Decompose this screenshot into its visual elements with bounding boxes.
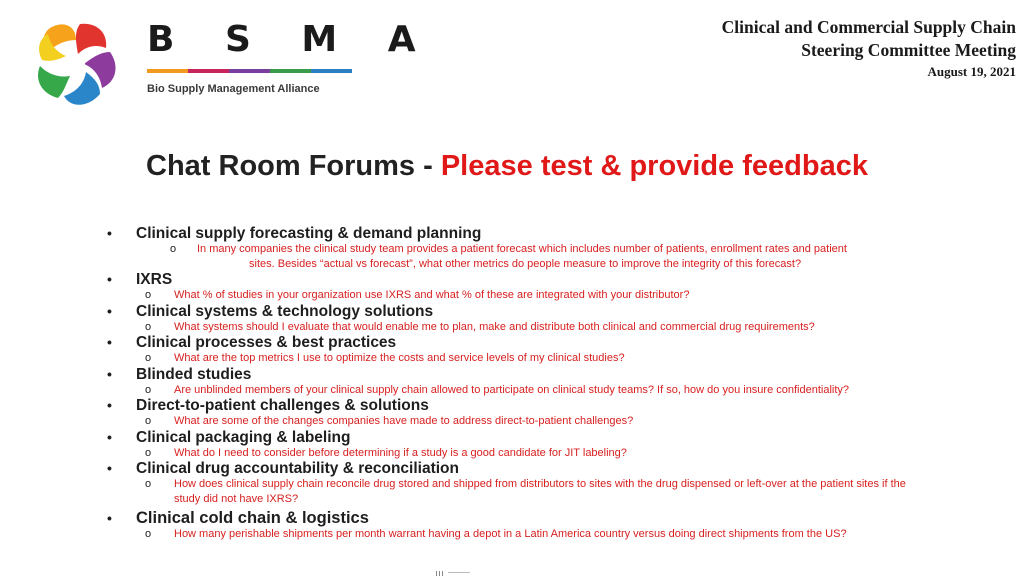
topic-item: [104, 460, 924, 477]
bullet-icon: •: [107, 460, 112, 476]
bullet-icon: •: [107, 365, 112, 382]
sub-bullet-icon: o: [145, 528, 152, 540]
topic-question: [104, 527, 924, 542]
topic-item: [104, 366, 924, 383]
sub-bullet-icon: o: [145, 289, 152, 301]
question-text: What systems should I evaluate that would enable me to plan, make and distribute both clinical and commercial drug requirements?: [174, 320, 815, 333]
header-line-1: Clinical and Commercial Supply Chain: [721, 17, 1016, 37]
sub-bullet-icon: o: [170, 243, 177, 255]
question-text: What are some of the changes companies have made to address direct-to-patient challenges?: [174, 415, 634, 427]
page-title: [146, 150, 868, 183]
forum-topic-list: [104, 225, 924, 542]
topic-item: [104, 397, 924, 414]
brand-tagline: Bio Supply Management Alliance: [147, 83, 320, 95]
sub-bullet-icon: o: [145, 415, 152, 427]
topic-title: Clinical cold chain & logistics: [136, 509, 369, 527]
bullet-icon: •: [107, 397, 112, 413]
bullet-icon: •: [107, 510, 112, 526]
meeting-header: [722, 16, 1016, 81]
title-main: Chat Room Forums -: [146, 150, 441, 182]
topic-item: [104, 429, 924, 446]
bsma-logo-icon: [30, 18, 120, 110]
topic-question: [104, 242, 924, 271]
bullet-icon: •: [107, 302, 112, 319]
question-text: What are the top metrics I use to optimize the costs and service levels of my clinical studies?: [174, 352, 625, 364]
topic-title: Clinical drug accountability & reconciliation: [136, 460, 459, 477]
topic-question: [104, 383, 924, 398]
topic-title: Clinical packaging & labeling: [136, 428, 351, 446]
brand-name: B S M A: [147, 19, 435, 60]
topic-item: [104, 303, 924, 320]
topic-title: Clinical supply forecasting & demand planning: [136, 225, 482, 242]
brand-color-bar: [147, 69, 352, 73]
footer-mark-icon: [434, 570, 484, 576]
header-date: August 19, 2021: [927, 64, 1016, 79]
bullet-icon: •: [107, 225, 112, 241]
topic-title: Clinical systems & technology solutions: [136, 302, 434, 320]
topic-title: Blinded studies: [136, 365, 252, 383]
sub-bullet-icon: o: [145, 352, 152, 364]
topic-question: [104, 446, 924, 461]
topic-title: IXRS: [136, 271, 173, 288]
topic-question: [104, 414, 924, 429]
bullet-icon: •: [107, 428, 112, 445]
question-text: How does clinical supply chain reconcile drug stored and shipped from distributors to sites with the drug dispensed or left-over at the patient sites if the study did not have IXRS?: [174, 478, 906, 505]
topic-item: [104, 510, 924, 527]
topic-question: [104, 351, 924, 366]
sub-bullet-icon: o: [145, 320, 152, 333]
question-text: Are unblinded members of your clinical supply chain allowed to participate on clinical study teams? If so, how do you insure confidentiality?: [174, 383, 850, 396]
bullet-icon: •: [107, 334, 112, 350]
topic-question: [104, 477, 924, 506]
topic-question: [104, 320, 924, 335]
sub-bullet-icon: o: [145, 383, 152, 396]
question-text: What do I need to consider before determining if a study is a good candidate for JIT labeling?: [174, 446, 627, 459]
header-line-2: Steering Committee Meeting: [801, 40, 1016, 60]
sub-bullet-icon: o: [145, 478, 152, 490]
topic-item: [104, 334, 924, 351]
topic-question: [104, 288, 924, 303]
bullet-icon: •: [107, 271, 112, 287]
question-text: What % of studies in your organization use IXRS and what % of these are integrated with your distributor?: [174, 289, 690, 301]
title-highlight: Please test & provide feedback: [440, 150, 868, 182]
topic-title: Direct-to-patient challenges & solutions: [136, 397, 429, 414]
sub-bullet-icon: o: [145, 446, 152, 459]
question-line-2: sites. Besides “actual vs forecast”, what other metrics do people measure to improve the integrity of this forecast?: [249, 257, 802, 270]
topic-item: [104, 225, 924, 242]
question-text: How many perishable shipments per month warrant having a depot in a Latin America country versus doing direct shipments from the US?: [174, 528, 847, 540]
topic-title: Clinical processes & best practices: [136, 334, 397, 351]
topic-item: [104, 271, 924, 288]
question-line-1: In many companies the clinical study team provides a patient forecast which includes number of patients, enrollment rates and patient: [197, 243, 847, 255]
